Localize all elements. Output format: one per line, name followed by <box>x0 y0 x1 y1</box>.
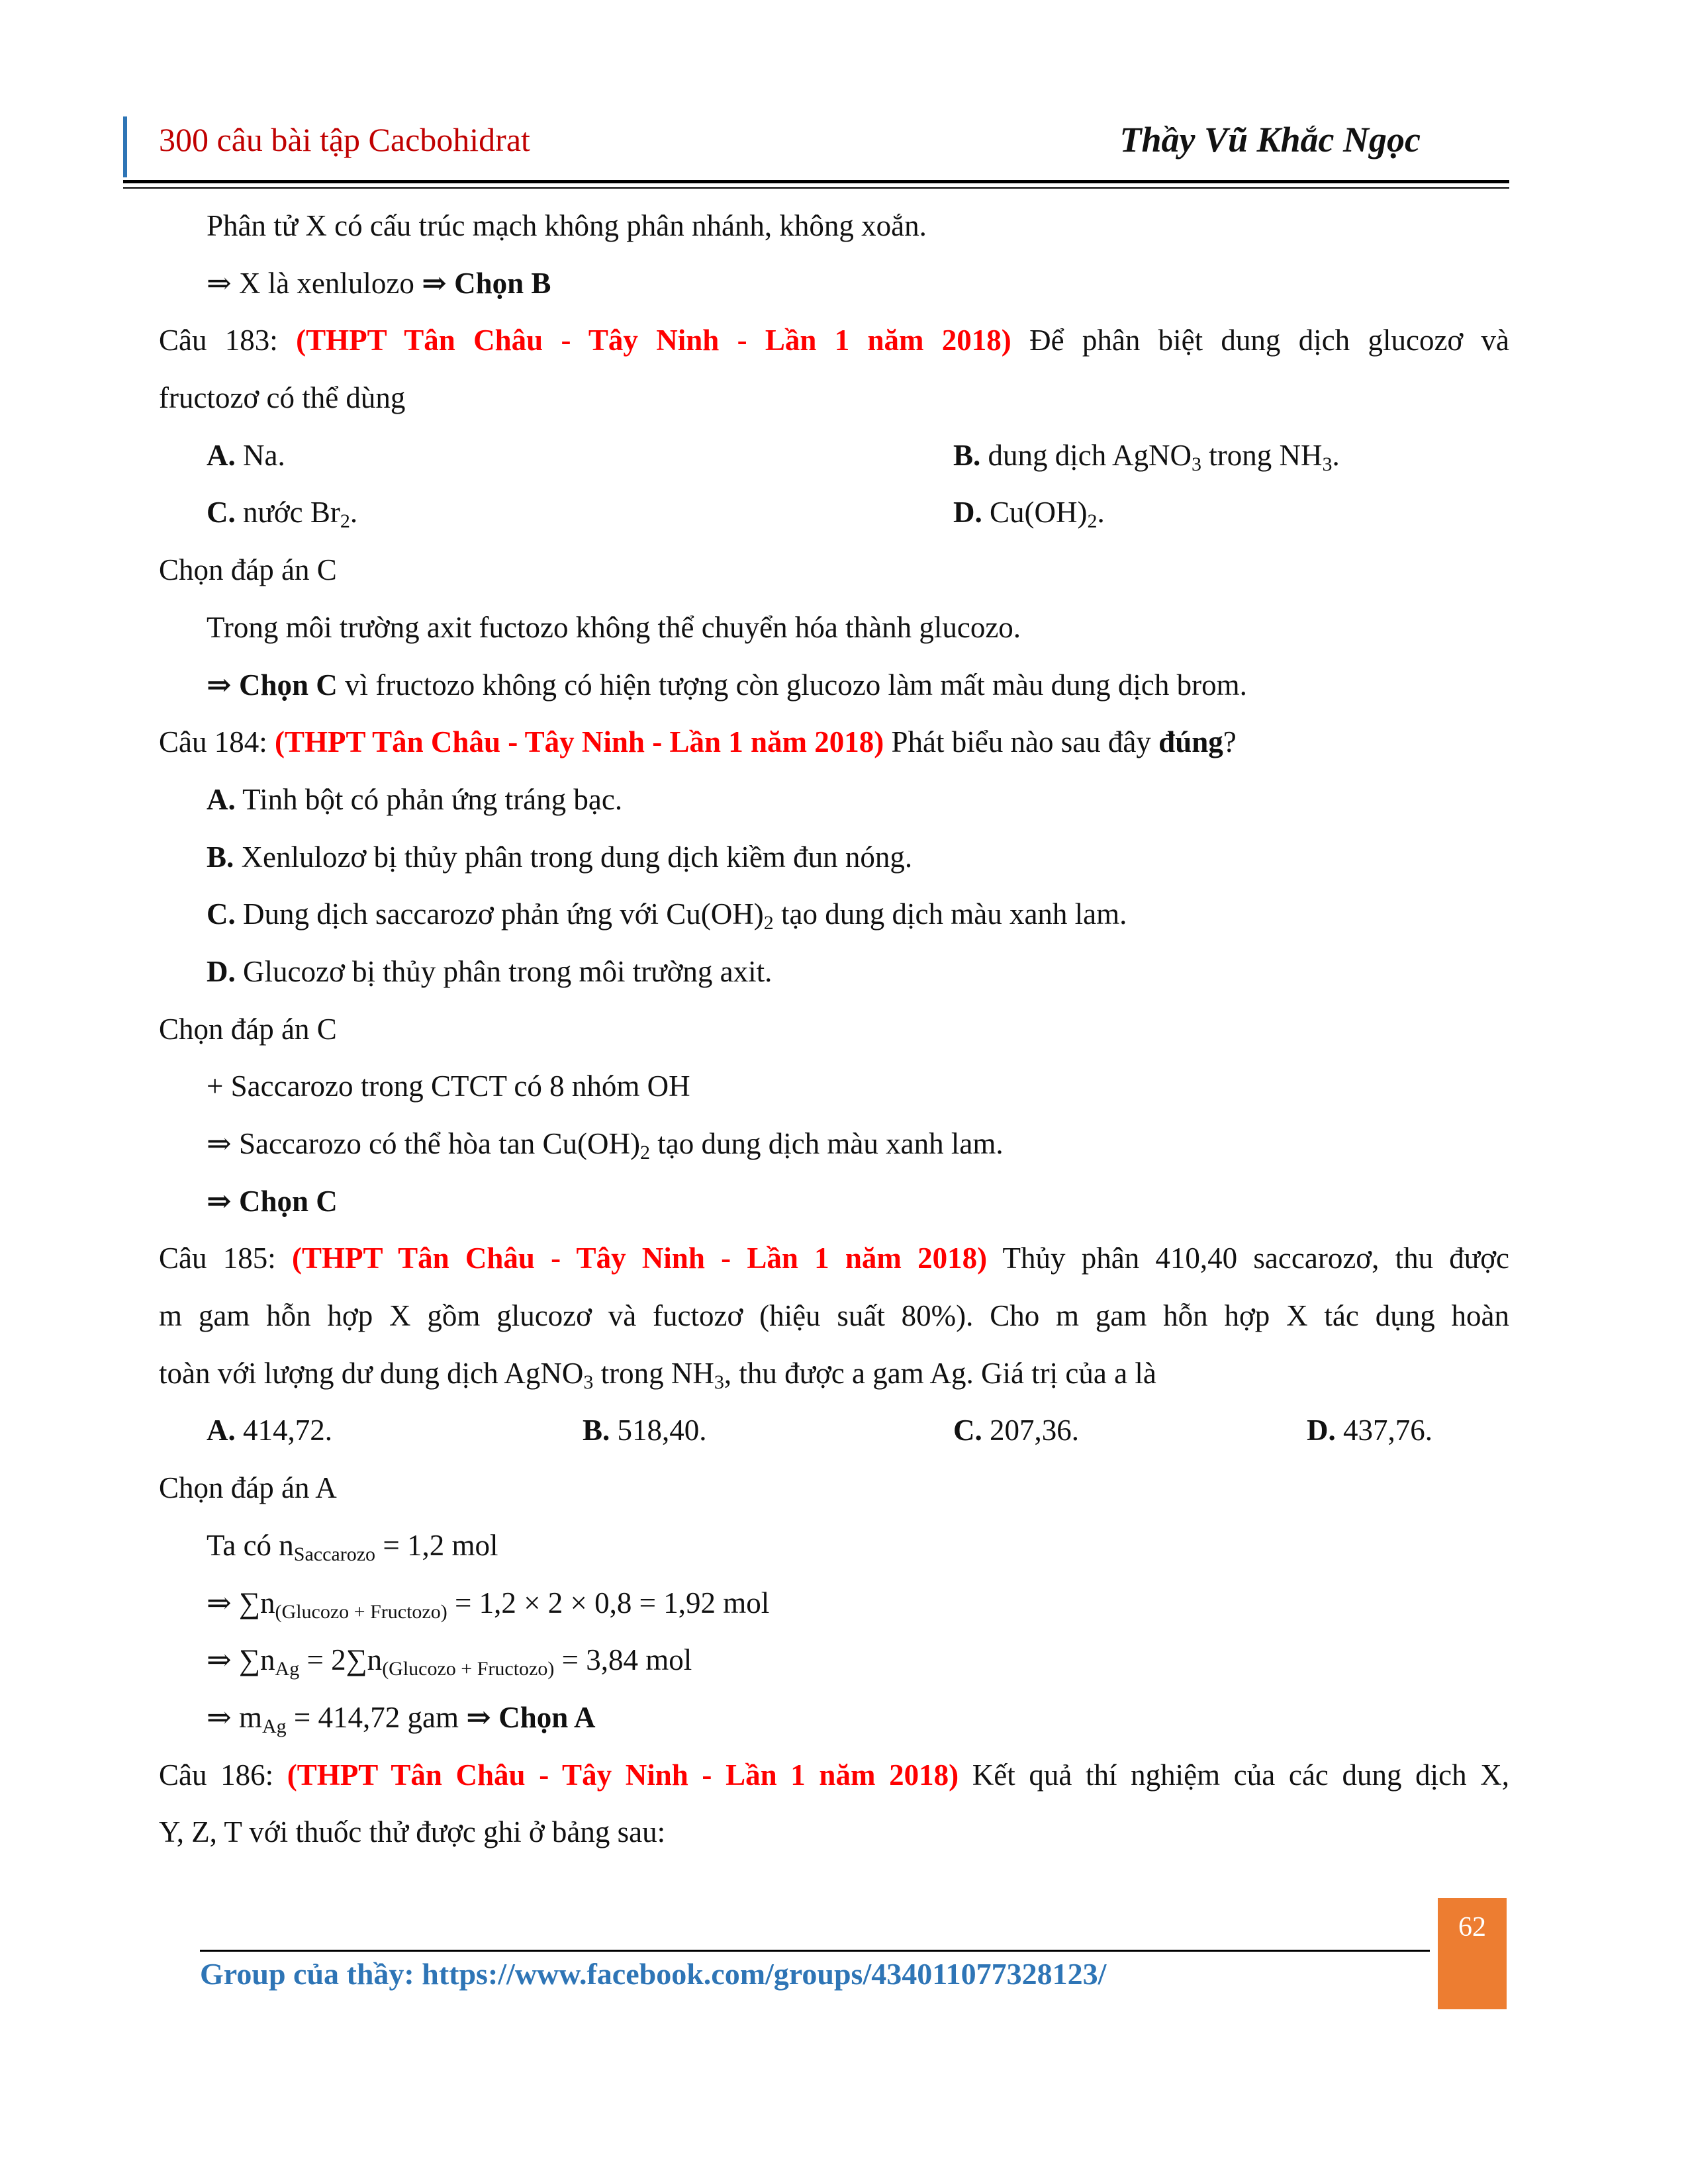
question-stem-cont: Y, Z, T với thuốc thử được ghi ở bảng sau: <box>159 1815 666 1849</box>
explanation-line: ⇒ $m_{Ag} = 414,72$ gam ⇒ Chọn A <box>207 1700 596 1737</box>
header-accent-bar <box>123 116 127 177</box>
explanation-line: ⇒ Saccarozo có thể hòa $\tan Cu(OH)_2$ tạo dung dịch màu xanh lam. <box>207 1127 1004 1163</box>
page-content <box>159 197 1509 1861</box>
question-source: (THPT Tân Châu - Tây Ninh - Lần 1 năm 2018) <box>296 324 1011 357</box>
options-row <box>159 1402 1509 1459</box>
explanation-line: ⇒ X là xenlulozo ⇒ Chọn B <box>207 266 551 300</box>
options-row <box>159 427 1509 484</box>
header-title: 300 câu bài tập Cacbohidrat <box>159 121 530 158</box>
question-stem-cont: m gam hỗn hợp X gồm glucozơ và fuctozơ (hiệu suất 80%). Cho m gam hỗn hợp X tác dụng hoàn <box>159 1299 1509 1333</box>
question-184-stem: Câu 184: (THPT Tân Châu - Tây Ninh - Lần 1 năm 2018) Phát biểu nào sau đây đúng? <box>159 725 1237 759</box>
explanation-line: ⇒ $\sum n_{Ag} = 2\sum n_{(Glucozo + Fructozo)} = 3,84$ mol <box>207 1643 692 1680</box>
question-186-stem: Câu 186: (THPT Tân Châu - Tây Ninh - Lần 1 năm 2018) Kết quả thí nghiệm của các dung dịch X, <box>159 1758 1509 1792</box>
page-number-badge <box>1438 1898 1507 2009</box>
explanation-line: + Saccarozo trong CTCT có 8 nhóm OH <box>207 1069 690 1103</box>
explanation-line: ⇒ Chọn C vì fructozo không có hiện tượng còn glucozo làm mất màu dung dịch brom. <box>207 668 1247 702</box>
question-source: (THPT Tân Châu - Tây Ninh - Lần 1 năm 2018) <box>275 725 884 759</box>
option-c: C. nước $Br_2$. <box>207 496 358 533</box>
explanation-line: Trong môi trường axit fuctozo không thể chuyển hóa thành glucozo. <box>207 610 1021 644</box>
option-c: C. 207,36. <box>953 1414 1079 1447</box>
footer-group-link[interactable]: Group của thầy: https://www.facebook.com/groups/434011077328123/ <box>200 1957 1107 1991</box>
question-185-stem: Câu 185: (THPT Tân Châu - Tây Ninh - Lần 1 năm 2018) Thủy phân 410,40 saccarozơ, thu được <box>159 1242 1509 1275</box>
options-row <box>159 484 1509 541</box>
option-a: A. 414,72. <box>207 1414 332 1447</box>
option-d: D. Glucozơ bị thủy phân trong môi trường axit. <box>207 954 773 988</box>
question-source: (THPT Tân Châu - Tây Ninh - Lần 1 năm 2018) <box>287 1758 959 1792</box>
option-b: B. Xenlulozơ bị thủy phân trong dung dịch kiềm đun nóng. <box>207 840 913 874</box>
explanation-line: ⇒ Chọn C <box>207 1184 338 1218</box>
header-rule-thin <box>123 187 1509 189</box>
header-rule-thick <box>123 180 1509 183</box>
explanation-line: Phân tử X có cấu trúc mạch không phân nhánh, không xoắn. <box>207 209 927 242</box>
answer-line: Chọn đáp án C <box>159 1012 337 1046</box>
explanation-line: Ta có $n_{Saccarozo} = 1,2$ mol <box>207 1528 498 1565</box>
option-c: C. Dung dịch saccarozơ phản ứng với $Cu(OH)_2$ tạo dung dịch màu xanh lam. <box>207 897 1127 934</box>
footer-rule <box>200 1950 1430 1952</box>
option-a: A. Tinh bột có phản ứng tráng bạc. <box>207 782 623 816</box>
question-source: (THPT Tân Châu - Tây Ninh - Lần 1 năm 2018) <box>291 1242 988 1275</box>
option-a: A. Na. <box>207 438 285 472</box>
question-stem-cont: toàn với lượng dư dung dịch AgNO$_3$ trong $NH_3$, thu được a gam Ag. Giá trị của a là <box>159 1356 1156 1393</box>
question-183-stem: Câu 183: (THPT Tân Châu - Tây Ninh - Lần 1 năm 2018) Để phân biệt dung dịch glucozơ và <box>159 324 1509 357</box>
question-stem-cont: fructozơ có thể dùng <box>159 381 406 415</box>
option-d: D. $Cu(OH)_2$. <box>953 496 1105 533</box>
page-number: 62 <box>1458 1912 1486 1942</box>
answer-line: Chọn đáp án C <box>159 553 337 587</box>
header-author: Thầy Vũ Khắc Ngọc <box>1119 120 1421 159</box>
answer-line: Chọn đáp án A <box>159 1471 337 1505</box>
option-b: B. 518,40. <box>583 1414 707 1447</box>
option-d: D. 437,76. <box>1307 1414 1432 1447</box>
option-b: B. dung dịch AgNO$_3$ trong $NH_3$. <box>953 438 1340 475</box>
explanation-line: ⇒ $\sum n_{(Glucozo + Fructozo)} = 1,2 \times 2 \times 0,8 = 1,92$ mol <box>207 1586 770 1623</box>
